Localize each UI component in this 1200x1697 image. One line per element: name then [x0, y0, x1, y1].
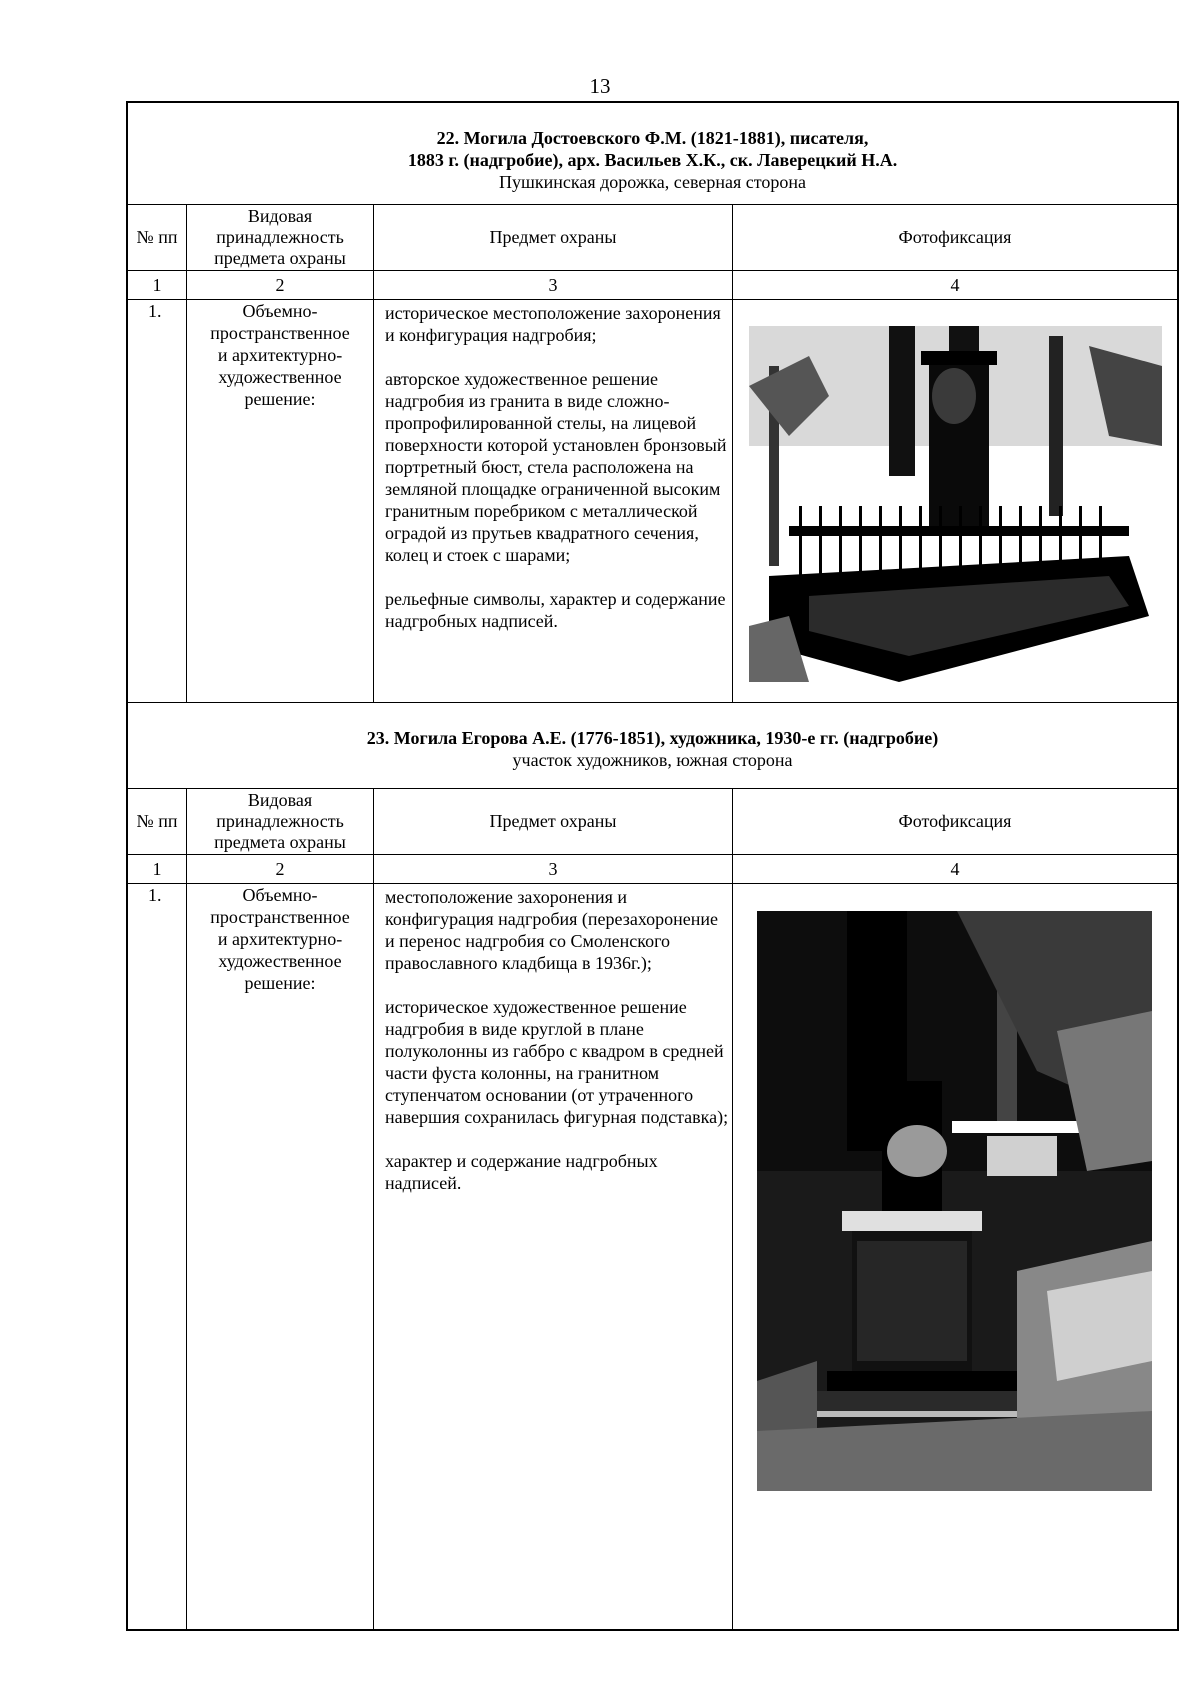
type-line: художественное — [218, 951, 342, 971]
header-type: Видовая принадлежность предмета охраны — [186, 205, 373, 270]
subject-paragraph: характер и содержание надгробных надписей. — [385, 1151, 658, 1193]
subject-text — [374, 300, 732, 632]
section-23-title-line1: 23. Могила Егорова А.Е. (1776-1851), художника, 1930-е гг. (надгробие) — [366, 728, 939, 748]
section-22-data-row — [128, 299, 1177, 702]
type-line: решение: — [244, 973, 316, 993]
row-index-cell — [128, 884, 186, 1631]
photo-cell — [732, 300, 1177, 702]
egorov-grave-photo — [757, 911, 1152, 1491]
subject-paragraph: авторское художественное решение надгробия из гранита в виде сложно-пропрофилированной стелы, на лицевой поверхности которой установлен бронзовый портретный бюст, стела расположена на земляной площадке ограниченной высоким гранитным поребриком с металлической оградой из прутьев квадратного сечения, колец и стоек с шарами; — [385, 369, 727, 565]
section-22-location: Пушкинская дорожка, северная сторона — [499, 172, 806, 192]
row-index-cell — [128, 300, 186, 702]
col-number: 1 — [152, 858, 162, 879]
type-cell — [186, 300, 373, 702]
dostoevsky-grave-photo — [749, 326, 1162, 682]
subject-paragraph: историческое художественное решение надгробия в виде круглой в плане полуколонны из габбро с квадром в средней части фуста колонны, на гранитном ступенчатом основании (от утраченного навершия сохранилась фигурная подставка); — [385, 997, 729, 1127]
heritage-table — [126, 101, 1179, 1631]
subject-paragraph: историческое местоположение захоронения и конфигурация надгробия; — [385, 303, 721, 345]
header-photo: Фотофиксация — [732, 789, 1177, 854]
type-cell — [186, 884, 373, 1631]
subject-paragraph: рельефные символы, характер и содержание надгробных надписей. — [385, 589, 726, 631]
section-22-title — [128, 103, 1177, 193]
section-22-header-row — [128, 204, 1177, 270]
page-number: 13 — [589, 74, 611, 98]
header-subject: Предмет охраны — [373, 789, 732, 854]
section-22-title-line1: 22. Могила Достоевского Ф.М. (1821-1881), писателя, — [436, 128, 869, 148]
col-number: 2 — [186, 271, 373, 299]
type-line: Объемно- — [242, 301, 318, 321]
col-number: 3 — [373, 271, 732, 299]
header-photo: Фотофиксация — [732, 205, 1177, 270]
type-line: пространственное — [210, 907, 350, 927]
row-index: 1. — [148, 301, 162, 321]
type-line: решение: — [244, 389, 316, 409]
section-23-title — [128, 703, 1177, 771]
subject-cell — [373, 884, 732, 1631]
type-line: пространственное — [210, 323, 350, 343]
section-22-title-line2: 1883 г. (надгробие), арх. Васильев Х.К., ск. Лаверецкий Н.А. — [407, 150, 898, 170]
type-line: и архитектурно- — [217, 345, 343, 365]
section-23-data-row — [128, 883, 1177, 1631]
header-num: № пп — [136, 227, 178, 247]
subject-text — [374, 884, 732, 1194]
col-number: 1 — [152, 274, 162, 295]
photo-cell — [732, 884, 1177, 1631]
section-23-header-row — [128, 788, 1177, 854]
col-number: 4 — [732, 271, 1177, 299]
subject-paragraph: местоположение захоронения и конфигурация надгробия (перезахоронение и перенос надгробия со Смоленского православного кладбища в 1936г.); — [385, 887, 719, 973]
col-number: 2 — [186, 855, 373, 883]
row-index: 1. — [148, 885, 162, 905]
type-line: и архитектурно- — [217, 929, 343, 949]
header-subject: Предмет охраны — [373, 205, 732, 270]
section-22-colnum-row — [128, 270, 1177, 299]
section-23-location: участок художников, южная сторона — [512, 750, 793, 770]
col-number: 4 — [732, 855, 1177, 883]
header-type: Видовая принадлежность предмета охраны — [186, 789, 373, 854]
section-23-colnum-row — [128, 854, 1177, 883]
section-23-title-row — [128, 702, 1177, 788]
subject-cell — [373, 300, 732, 702]
col-number: 3 — [373, 855, 732, 883]
section-22-title-row — [128, 103, 1177, 204]
header-num: № пп — [136, 811, 178, 831]
type-value — [187, 300, 373, 410]
type-line: художественное — [218, 367, 342, 387]
type-value — [187, 884, 373, 994]
type-line: Объемно- — [242, 885, 318, 905]
